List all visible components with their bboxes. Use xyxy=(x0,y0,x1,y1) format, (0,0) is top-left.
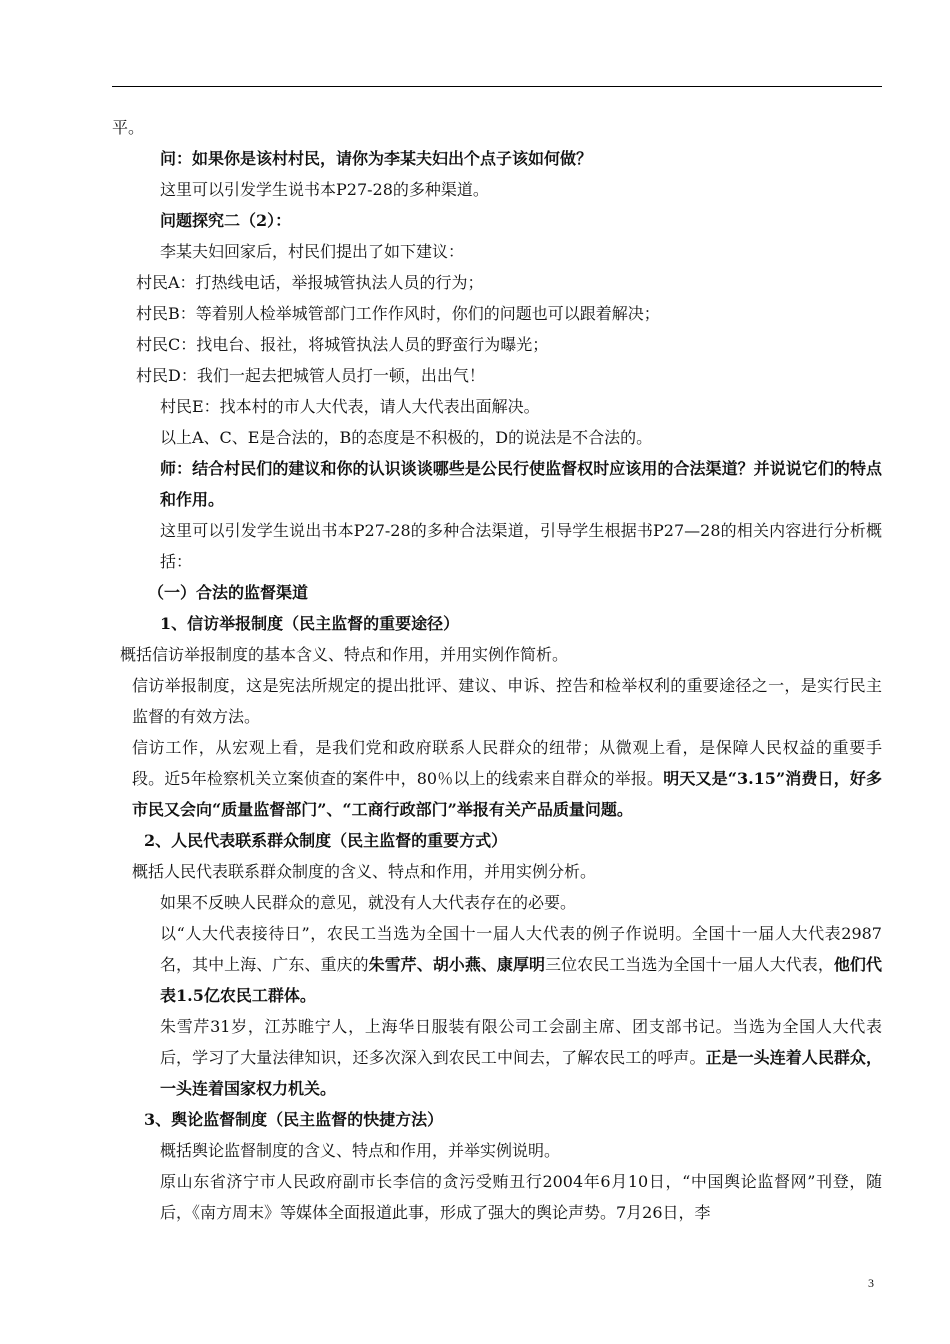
subsection-heading: 2、人民代表联系群众制度（民主监督的重要方式） xyxy=(144,831,508,850)
question: 问：如果你是该村村民，请你为李某夫妇出个点子该如何做？ xyxy=(160,149,593,168)
page-number: 3 xyxy=(868,1276,874,1290)
paragraph: 平。 xyxy=(112,118,145,137)
text-run-bold: 朱雪芹、胡小燕、康厚明 xyxy=(368,955,546,974)
list-item: 村民E：找本村的市人大代表，请人大代表出面解决。 xyxy=(160,397,540,416)
text-run: 信访工作，从宏观上看，是我们党和政府联系人民群众的纽带；从微观上看，是保障人民权益的重要手段。近5年检察机关立案侦查的案件中，80％以上的线索来自群众的举报。 xyxy=(132,738,882,788)
paragraph: 概括人民代表联系群众制度的含义、特点和作用，并用实例分析。 xyxy=(132,862,597,881)
paragraph: 这里可以引发学生说书本P27-28的多种渠道。 xyxy=(160,180,489,199)
text-run: 三位农民工当选为全国十一届人大代表， xyxy=(545,955,834,974)
paragraph: 概括舆论监督制度的含义、特点和作用，并举实例说明。 xyxy=(160,1141,561,1160)
paragraph: 如果不反映人民群众的意见，就没有人大代表存在的必要。 xyxy=(160,893,577,912)
paragraph: 这里可以引发学生说出书本P27-28的多种合法渠道，引导学生根据书P27—28的相关内容进行分析概括： xyxy=(160,521,882,571)
paragraph xyxy=(112,918,882,1011)
text-run: 朱雪芹31岁，江苏睢宁人，上海华日服装有限公司工会副主席、团支部书记。当选为全国人大代表后，学习了大量法律知识，还多次深入到农民工中间去，了解农民工的呼声。 xyxy=(160,1017,882,1067)
text-run-bold: 他们代表1.5亿农民工群体。 xyxy=(160,955,882,1005)
paragraph: 信访举报制度，这是宪法所规定的提出批评、建议、申诉、控告和检举权利的重要途径之一，是实行民主监督的有效方法。 xyxy=(132,676,882,726)
header-rule xyxy=(112,86,882,87)
list-item: 村民B：等着别人检举城管部门工作作风时，你们的问题也可以跟着解决； xyxy=(136,304,660,323)
section-heading: （一）合法的监督渠道 xyxy=(148,583,309,602)
text-run: 以“人大代表接待日”，农民工当选为全国十一届人大代表的例子作说明。全国十一届人大代表2987名，其中上海、广东、重庆的 xyxy=(160,924,882,974)
list-item: 村民A：打热线电话，举报城管执法人员的行为； xyxy=(136,273,484,292)
document-body xyxy=(112,112,882,1228)
paragraph xyxy=(112,732,882,825)
section-heading: 问题探究二（2）： xyxy=(160,211,292,230)
subsection-heading: 1、信访举报制度（民主监督的重要途径） xyxy=(160,614,460,633)
list-item: 村民D：我们一起去把城管人员打一顿，出出气！ xyxy=(136,366,485,385)
paragraph: 以上A、C、E是合法的，B的态度是不积极的，D的说法是不合法的。 xyxy=(160,428,653,447)
paragraph: 概括信访举报制度的基本含义、特点和作用，并用实例作简析。 xyxy=(120,645,569,664)
paragraph: 原山东省济宁市人民政府副市长李信的贪污受贿丑行2004年6月10日，“中国舆论监督网”刊登，随后，《南方周末》等媒体全面报道此事，形成了强大的舆论声势。7月26日，李 xyxy=(160,1172,882,1222)
text-run-bold: 明天又是“3.15”消费日，好多市民又会向“质量监督部门”、“工商行政部门”举报有关产品质量问题。 xyxy=(132,769,882,819)
subsection-heading: 3、舆论监督制度（民主监督的快捷方法） xyxy=(144,1110,444,1129)
paragraph xyxy=(112,1011,882,1104)
paragraph: 李某夫妇回家后，村民们提出了如下建议： xyxy=(160,242,465,261)
text-run-bold: 正是一头连着人民群众，一头连着国家权力机关。 xyxy=(160,1048,882,1098)
teacher-question: 师：结合村民们的建议和你的认识谈谈哪些是公民行使监督权时应该用的合法渠道？并说说它们的特点和作用。 xyxy=(160,459,882,509)
list-item: 村民C：找电台、报社，将城管执法人员的野蛮行为曝光； xyxy=(136,335,549,354)
